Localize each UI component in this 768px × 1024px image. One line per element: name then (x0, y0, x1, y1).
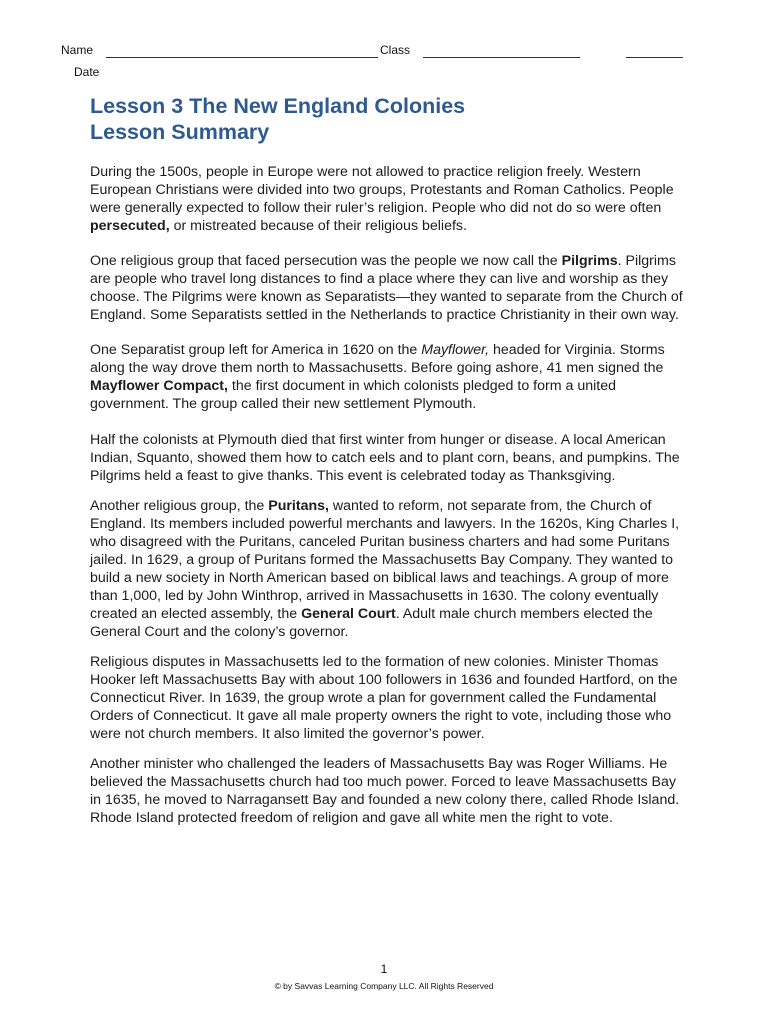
text-run: headed for Virginia. Storms along the way drove them north to Massachusetts. Before going ashore, 41 men signed the (90, 342, 665, 376)
text-run: wanted to reform, not separate from, the Church of England. Its members included powerful merchants and lawyers. In the 1620s, King Charles I, who disagreed with the Puritans, canceled Puritan business charters and had some Puritans jailed. In 1629, a group of Puritans formed the Massachusetts Bay Company. They wanted to build a new society in North American based on biblical laws and teachings. A group of more than 1,000, led by John Winthrop, arrived in Massachusetts in 1630. The colony eventually created an elected assembly, the (90, 498, 680, 622)
text-run: One religious group that faced persecution was the people we now call the (90, 253, 562, 269)
lesson-title: Lesson 3 The New England Colonies (90, 94, 466, 118)
bold-term: Puritans, (268, 498, 329, 514)
date-label: Date (74, 65, 100, 79)
text-run: . Adult male church members elected the General Court and the colony’s governor. (90, 606, 653, 640)
text-run: the first document in which colonists pledged to form a united government. The group called their new settlement Plymouth. (90, 378, 616, 412)
copyright-notice: © by Savvas Learning Company LLC. All Rights Reserved (274, 981, 494, 991)
paragraph-2 (90, 252, 690, 324)
paragraph-3 (90, 341, 690, 413)
name-blank-line (106, 57, 378, 58)
text-run: Another religious group, the (90, 498, 269, 514)
text-run: . Pilgrims are people who travel long distances to find a place where they can live and worship as they choose. The Pilgrims were known as Separatists—they wanted to separate from the Church of England. Some Separatists settled in the Netherlands to practice Christianity in their own way. (90, 253, 683, 323)
bold-term: General Court (301, 606, 396, 622)
date-blank-line (626, 57, 683, 58)
text-run: One Separatist group left for America in 1620 on the (90, 342, 422, 358)
bold-term: Mayflower Compact, (90, 378, 228, 394)
text-run: Religious disputes in Massachusetts led to the formation of new colonies. Minister Thomas Hooker left Massachusetts Bay with about 100 followers in 1636 and founded Hartford, on the Connecticut River. In 1639, the group wrote a plan for government called the Fundamental Orders of Connecticut. It gave all male property owners the right to vote, including those who were not church members. It also limited the governor’s power. (90, 654, 678, 742)
paragraph-7 (90, 755, 690, 827)
class-blank-line (423, 57, 580, 58)
text-run: During the 1500s, people in Europe were not allowed to practice religion freely. Western European Christians were divided into two groups, Protestants and Roman Catholics. People were generally expected to follow their ruler’s religion. People who did not do so were often (90, 164, 674, 216)
italic-term: Mayflower, (421, 342, 490, 358)
lesson-summary-body (90, 163, 690, 827)
text-run: Another minister who challenged the leaders of Massachusetts Bay was Roger Williams. He believed the Massachusetts church had too much power. Forced to leave Massachusetts Bay in 1635, he moved to Narragansett Bay and founded a new colony there, called Rhode Island. Rhode Island protected freedom of religion and gave all white men the right to vote. (90, 756, 680, 826)
class-label: Class (380, 43, 411, 57)
paragraph-1 (90, 163, 690, 235)
worksheet-header (0, 0, 768, 90)
paragraph-6 (90, 653, 690, 743)
lesson-subtitle: Lesson Summary (90, 120, 270, 144)
text-run: Half the colonists at Plymouth died that first winter from hunger or disease. A local American Indian, Squanto, showed them how to catch eels and to plant corn, beans, and pumpkins. The Pilgrims held a feast to give thanks. This event is celebrated today as Thanksgiving. (90, 432, 680, 484)
bold-term: Pilgrims (561, 253, 618, 269)
name-label: Name (61, 43, 94, 57)
text-run: or mistreated because of their religious beliefs. (169, 218, 467, 234)
lesson-title-block (90, 93, 690, 145)
page-number: 1 (380, 962, 388, 976)
paragraph-4 (90, 431, 690, 485)
paragraph-5 (90, 497, 690, 641)
bold-term: persecuted, (90, 218, 170, 234)
